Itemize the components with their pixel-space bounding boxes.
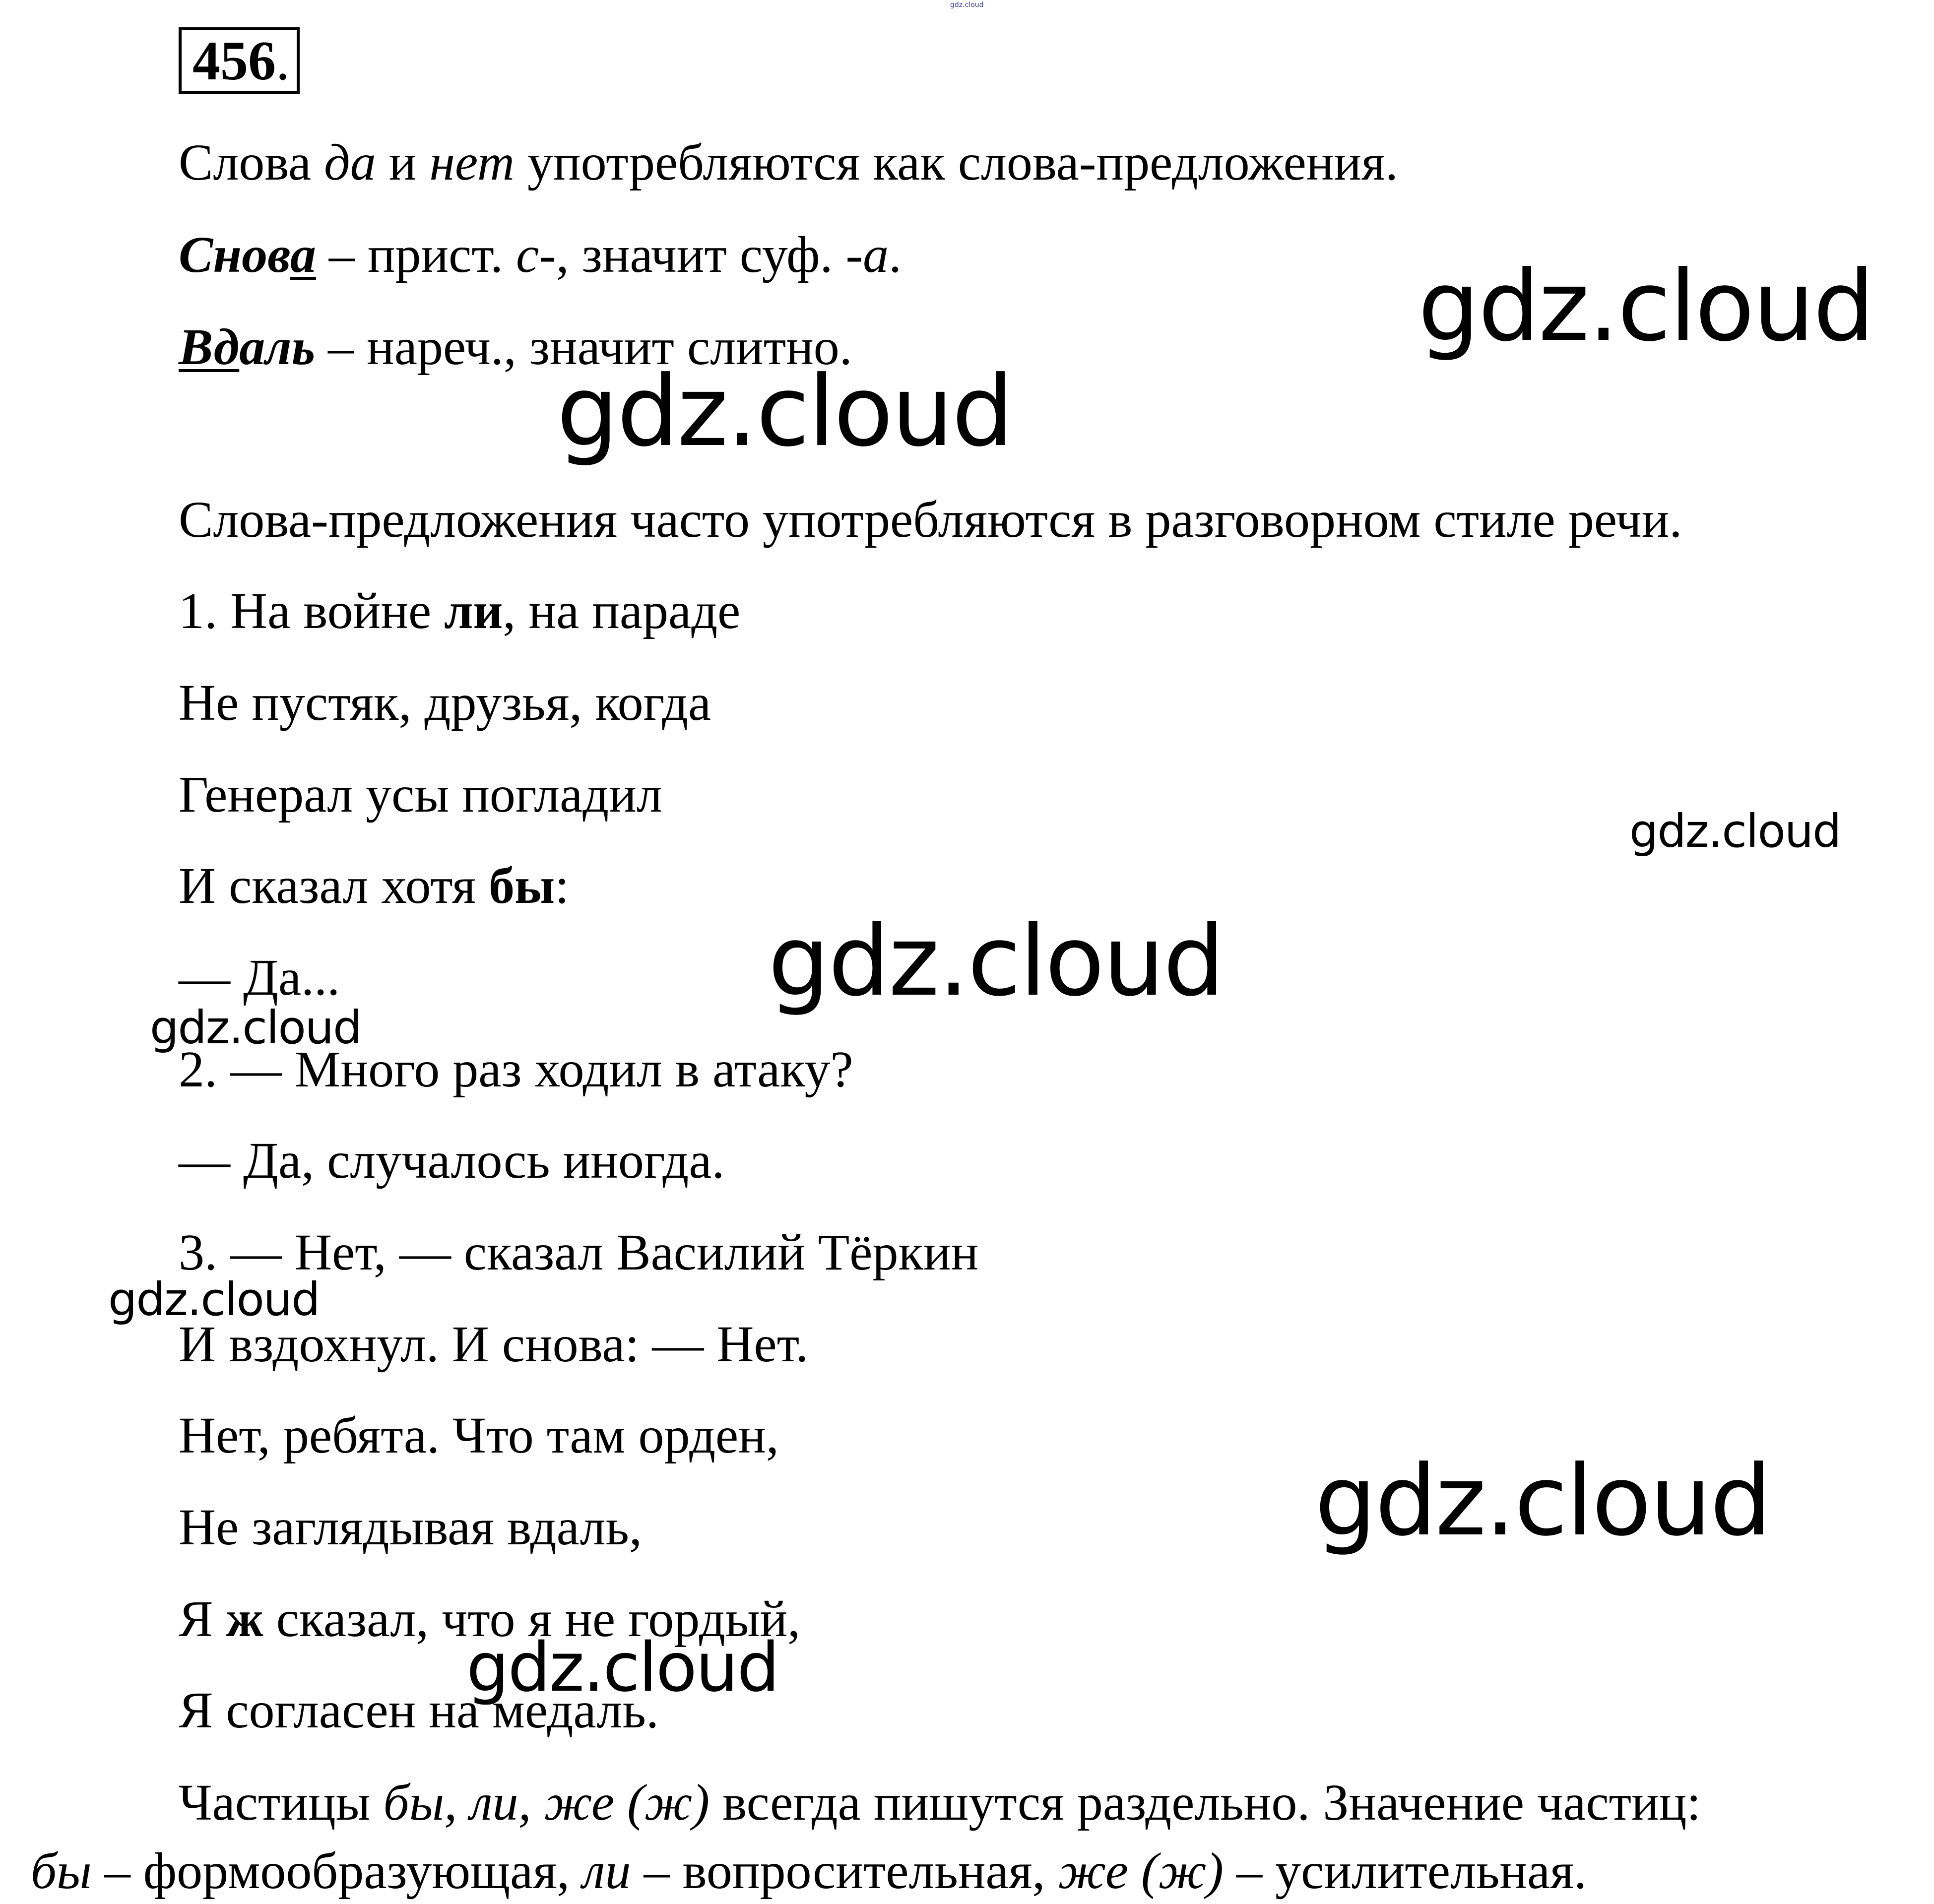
text-line-6: Не пустяк, друзья, когда [179,674,711,731]
text-span: – усилительная. [1224,1842,1587,1900]
text-span: – вопросительная, [631,1842,1058,1900]
text-span: И сказал хотя [179,857,489,914]
watermark-6: gdz.cloud [108,1273,320,1326]
exercise-number-box [179,27,300,94]
word-snova-stem: Снов [179,226,290,283]
particle-zh: ж [226,1590,263,1648]
text-span: . [889,226,902,283]
text-line-5 [179,581,740,641]
text-span: сказал, что я не гордый, [263,1590,801,1648]
text-span: Я [179,1590,226,1648]
text-line-11: — Да, случалось иногда. [179,1132,725,1189]
word-vdal-root: аль [239,318,316,376]
text-line-9: — Да... [179,949,340,1006]
text-span: Слова [179,134,324,191]
exercise-number-dot: . [276,30,290,92]
word-vdal-prefix: Вд [179,318,240,376]
text-line-14: Нет, ребята. Что там орден, [179,1407,779,1464]
text-line-7: Генерал усы погладил [179,766,662,823]
exercise-number: 456 [193,30,276,92]
particle-zhe: же (ж) [1058,1842,1224,1900]
text-line-4: Слова-предложения часто употребляются в разговорном стиле речи. [179,491,1682,548]
watermark-3: gdz.cloud [1629,805,1841,858]
watermark-tiny: gdz.cloud [950,1,984,9]
text-line-2 [179,225,902,285]
text-span: , значит суф. [556,226,846,283]
word-da: да [324,134,376,191]
watermark-8: gdz.cloud [466,1629,778,1707]
text-span: Частицы [179,1774,384,1831]
watermark-1: gdz.cloud [1418,250,1873,363]
word-net: нет [429,134,515,191]
text-line-1 [179,133,1398,192]
text-line-17: Я согласен на медаль. [179,1682,659,1739]
text-span: – нареч., значит слитно. [315,318,852,376]
particles-list: бы, ли, же (ж) [383,1774,710,1831]
suffix-a: -а [845,226,889,283]
text-line-15: Не заглядывая вдаль, [179,1499,642,1556]
watermark-2: gdz.cloud [557,355,1012,468]
watermark-5: gdz.cloud [150,1001,361,1054]
text-span: – прист. [316,226,516,283]
watermark-7: gdz.cloud [1315,1445,1770,1558]
text-span: – формообразующая, [91,1842,583,1900]
text-line-10: 2. — Много раз ходил в атаку? [179,1041,853,1098]
word-snova-suffix: а [290,226,316,283]
particle-li: ли [444,582,503,639]
particle-by: бы [489,857,555,914]
prefix-s: с- [516,226,556,283]
text-span: всегда пишутся раздельно. Значение частиц: [709,1774,1701,1831]
text-span: и [376,134,430,191]
text-line-13: И вздохнул. И снова: — Нет. [179,1316,809,1373]
text-line-19 [31,1841,1587,1901]
particle-by: бы [31,1842,92,1900]
text-line-18 [179,1773,1701,1833]
text-span: , на параде [503,582,741,639]
text-line-8 [179,856,569,916]
text-line-12: 3. — Нет, — сказал Василий Тёркин [179,1224,979,1281]
text-span: : [555,857,570,914]
text-span: 1. На войне [179,582,445,639]
text-span: употребляются как слова-предложения. [514,134,1398,191]
particle-li: ли [582,1842,631,1900]
watermark-4: gdz.cloud [768,905,1224,1018]
